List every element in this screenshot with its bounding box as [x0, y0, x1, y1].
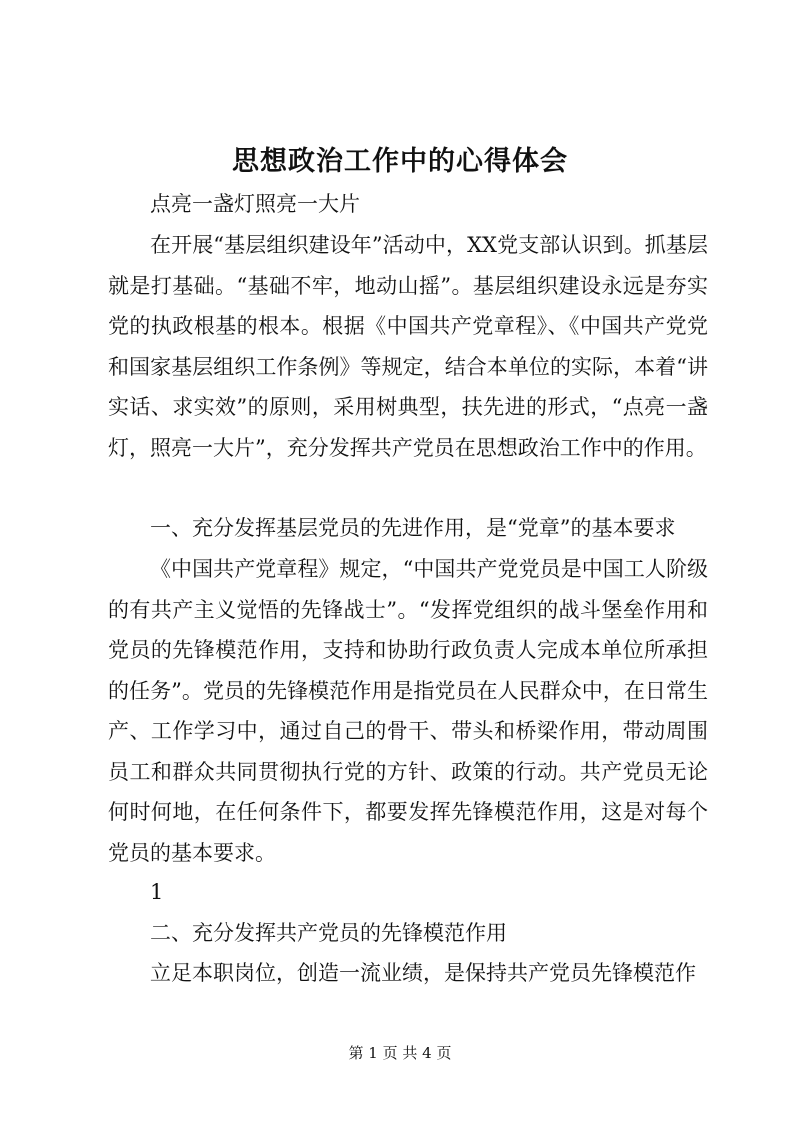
- paragraph-party-constitution: 《中国共产党章程》规定，“中国共产党党员是中国工人阶级的有共产主义觉悟的先锋战士”。“发挥党组织的战斗堡垒作用和党员的先锋模范作用，支持和协助行政负责人完成本单位所承担的任务”。党员的先锋模范作用是指党员在人民群众中，在日常生产、工作学习中，通过自己的骨干、带头和桥梁作用，带动周围员工和群众共同贯彻执行党的方针、政策的行动。共产党员无论何时何地，在任何条件下，都要发挥先锋模范作用，这是对每个党员的基本要求。: [108, 557, 708, 865]
- document-subtitle: 点亮一盏灯照亮一大片: [150, 192, 360, 216]
- section-heading-2: 二、充分发挥共产党员的先锋模范作用: [150, 921, 507, 945]
- document-title: 思想政治工作中的心得体会: [232, 146, 568, 177]
- page-footer: 第 1 页 共 4 页: [348, 1044, 452, 1062]
- paragraph-intro: 在开展“基层组织建设年”活动中，XX党支部认识到。抓基层就是打基础。“基础不牢，地动山摇”。基层组织建设永远是夯实党的执政根基的根本。根据《中国共产党章程》、《中国共产党党和国家基层组织工作条例》等规定，结合本单位的实际，本着“讲实话、求实效”的原则，采用树典型，扶先进的形式，“点亮一盏灯，照亮一大片”，充分发挥共产党员在思想政治工作中的作用。: [108, 233, 708, 460]
- page-marker: 1: [150, 880, 164, 904]
- paragraph-section2-start: 立足本职岗位，创造一流业绩，是保持共产党员先锋模范作: [150, 961, 696, 985]
- section-heading-1: 一、充分发挥基层党员的先进作用，是“党章”的基本要求: [150, 516, 676, 540]
